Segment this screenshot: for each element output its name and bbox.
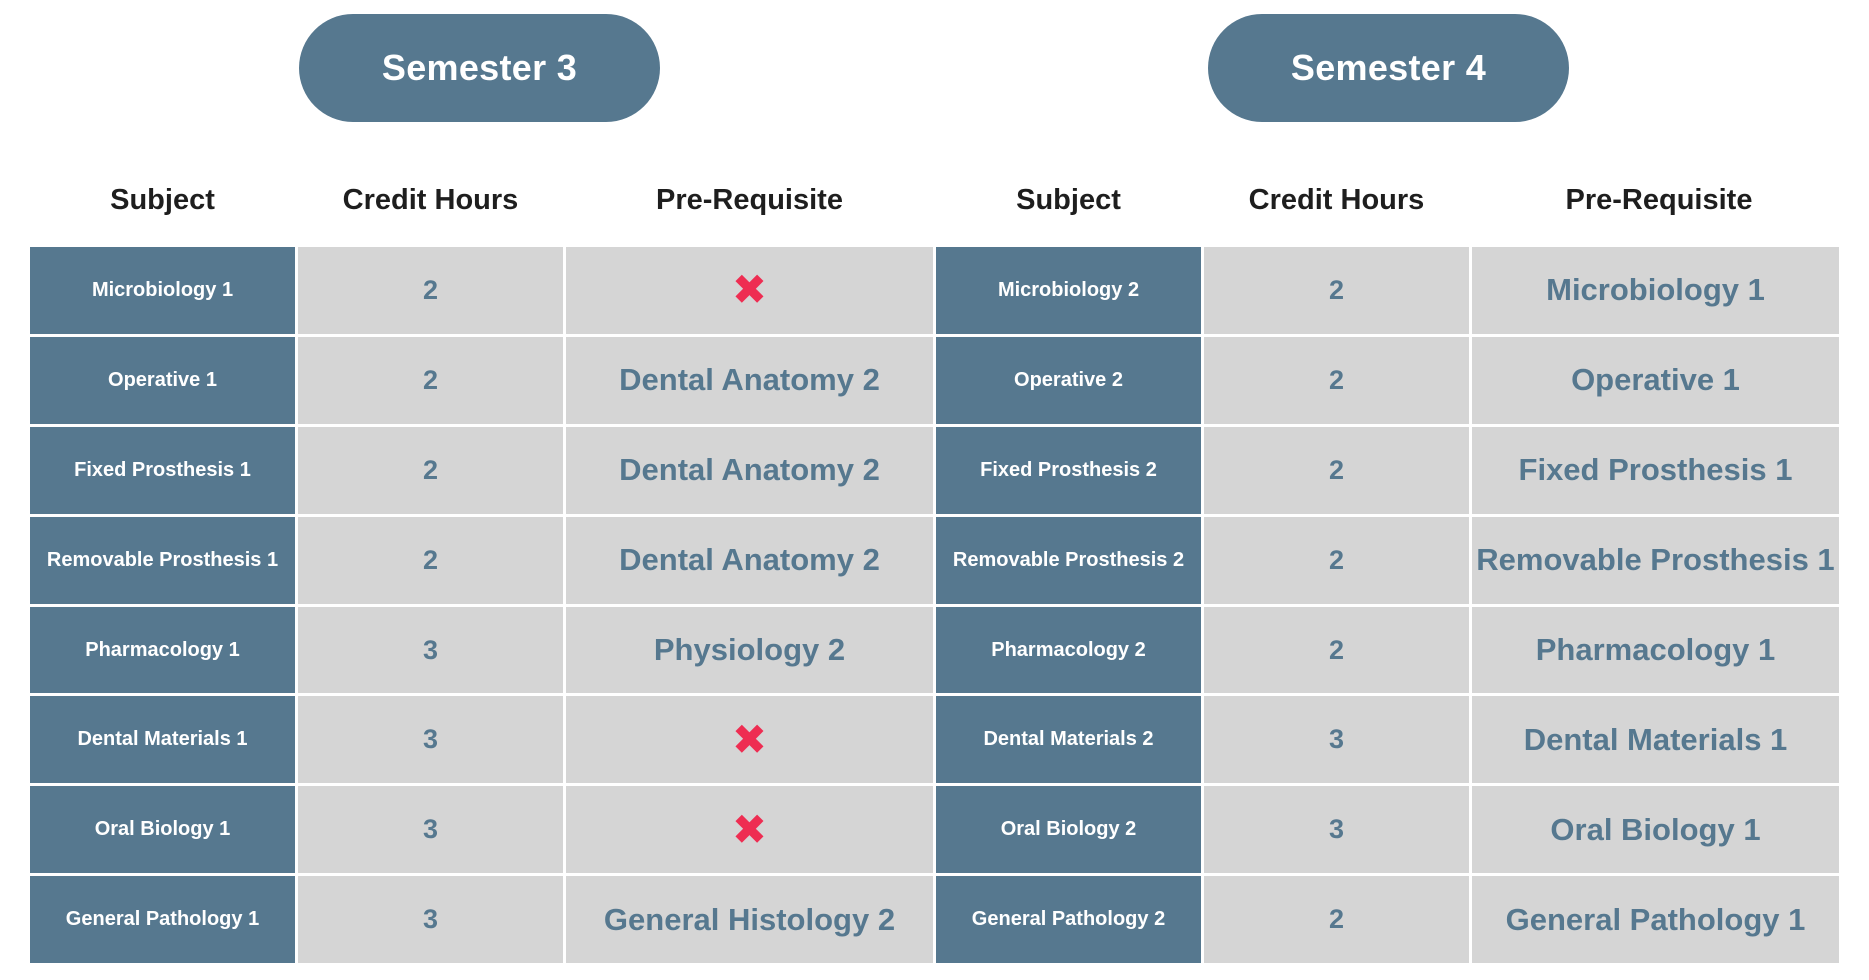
- credit-hours-cell: 2: [298, 337, 563, 424]
- semester-4-prereq-header: Pre-Requisite: [1565, 184, 1753, 216]
- subject-cell: Microbiology 1: [30, 247, 295, 334]
- prerequisite-cell: Dental Anatomy 2: [566, 337, 933, 424]
- credit-hours-cell: 3: [298, 786, 563, 873]
- subject-cell: Dental Materials 1: [30, 696, 295, 783]
- prerequisite-cell: Dental Materials 1: [1472, 696, 1839, 783]
- subject-cell: General Pathology 1: [30, 876, 295, 963]
- x-mark-icon: ✖: [731, 715, 768, 763]
- credit-hours-cell: 3: [1204, 696, 1469, 783]
- curriculum-table: [30, 247, 1846, 962]
- prerequisite-cell: [566, 696, 933, 783]
- prerequisite-cell: Removable Prosthesis 1: [1472, 517, 1839, 604]
- semester-3-title: Semester 3: [299, 14, 660, 122]
- credit-hours-cell: 2: [1204, 247, 1469, 334]
- prerequisite-cell: Microbiology 1: [1472, 247, 1839, 334]
- credit-hours-cell: 2: [298, 427, 563, 514]
- credit-hours-cell: 2: [1204, 427, 1469, 514]
- semester-4-credit-header: Credit Hours: [1248, 184, 1425, 216]
- subject-cell: Dental Materials 2: [936, 696, 1201, 783]
- credit-hours-cell: 2: [1204, 607, 1469, 694]
- subject-cell: Microbiology 2: [936, 247, 1201, 334]
- credit-hours-cell: 2: [298, 247, 563, 334]
- prerequisite-cell: Pharmacology 1: [1472, 607, 1839, 694]
- subject-cell: Fixed Prosthesis 2: [936, 427, 1201, 514]
- semester-3-prereq-header: Pre-Requisite: [656, 184, 843, 216]
- prerequisite-cell: Dental Anatomy 2: [566, 517, 933, 604]
- semester-4-title: Semester 4: [1208, 14, 1569, 122]
- credit-hours-cell: 2: [298, 517, 563, 604]
- prerequisite-cell: [566, 247, 933, 334]
- subject-cell: Operative 2: [936, 337, 1201, 424]
- semester-3-credit-header: Credit Hours: [342, 184, 519, 216]
- prerequisite-cell: General Histology 2: [566, 876, 933, 963]
- x-mark-icon: ✖: [731, 266, 768, 314]
- credit-hours-cell: 3: [298, 876, 563, 963]
- prerequisite-cell: Dental Anatomy 2: [566, 427, 933, 514]
- subject-cell: Fixed Prosthesis 1: [30, 427, 295, 514]
- credit-hours-cell: 2: [1204, 337, 1469, 424]
- subject-cell: General Pathology 2: [936, 876, 1201, 963]
- semester-4-subject-header: Subject: [1016, 184, 1121, 216]
- subject-cell: Operative 1: [30, 337, 295, 424]
- credit-hours-cell: 2: [1204, 876, 1469, 963]
- prerequisite-cell: Physiology 2: [566, 607, 933, 694]
- prerequisite-cell: General Pathology 1: [1472, 876, 1839, 963]
- semester-3-subject-header: Subject: [110, 184, 215, 216]
- subject-cell: Pharmacology 1: [30, 607, 295, 694]
- x-mark-icon: ✖: [731, 805, 768, 853]
- subject-cell: Pharmacology 2: [936, 607, 1201, 694]
- credit-hours-cell: 3: [298, 696, 563, 783]
- credit-hours-cell: 3: [1204, 786, 1469, 873]
- subject-cell: Oral Biology 1: [30, 786, 295, 873]
- subject-cell: Removable Prosthesis 1: [30, 517, 295, 604]
- prerequisite-cell: [566, 786, 933, 873]
- credit-hours-cell: 2: [1204, 517, 1469, 604]
- prerequisite-cell: Fixed Prosthesis 1: [1472, 427, 1839, 514]
- prerequisite-cell: Operative 1: [1472, 337, 1839, 424]
- subject-cell: Oral Biology 2: [936, 786, 1201, 873]
- subject-cell: Removable Prosthesis 2: [936, 517, 1201, 604]
- credit-hours-cell: 3: [298, 607, 563, 694]
- prerequisite-cell: Oral Biology 1: [1472, 786, 1839, 873]
